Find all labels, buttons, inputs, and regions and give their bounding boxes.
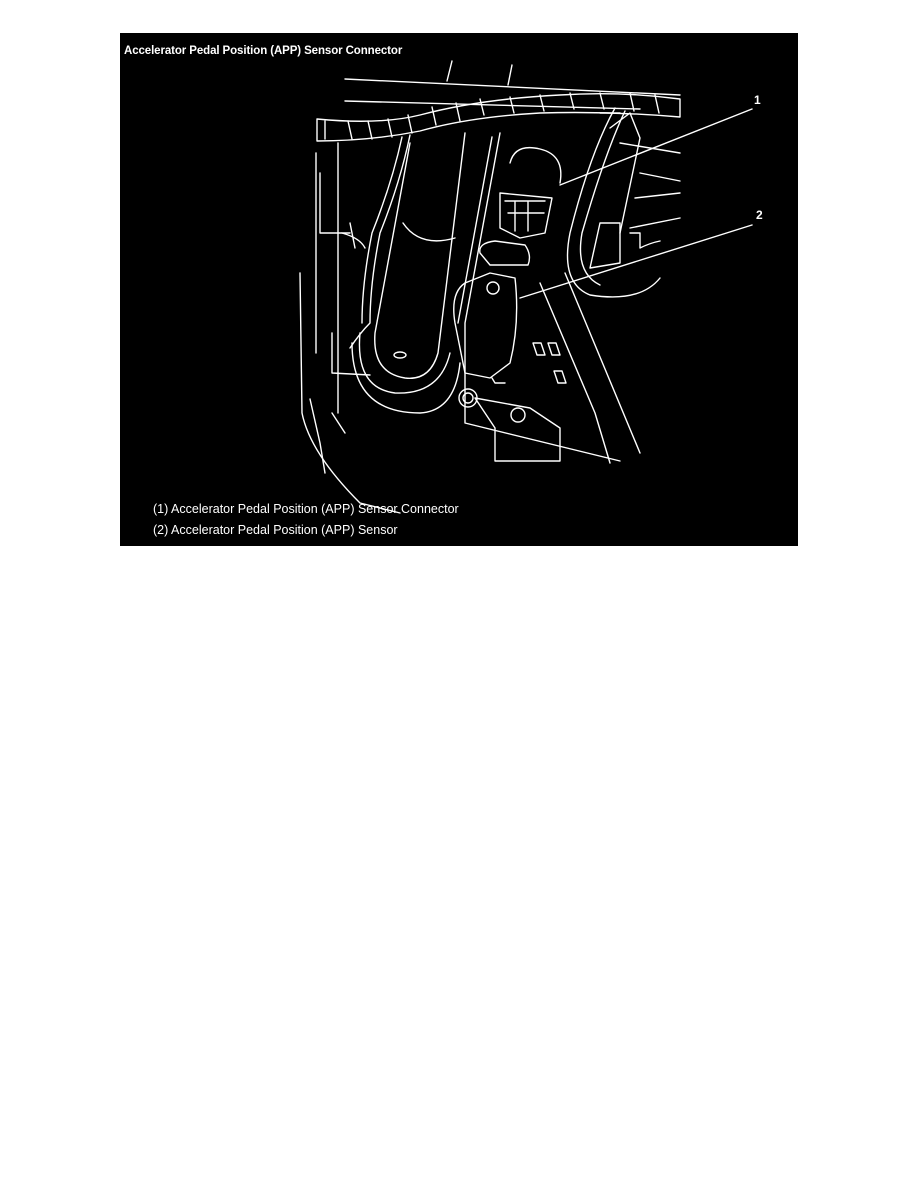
figure-title: Accelerator Pedal Position (APP) Sensor Connector — [124, 45, 403, 57]
caption-sensor: (2) Accelerator Pedal Position (APP) Sensor — [153, 523, 398, 537]
diagram-figure — [120, 33, 798, 546]
callout-2: 2 — [756, 208, 763, 222]
pedal-assembly-illustration — [120, 33, 798, 546]
callout-1: 1 — [754, 93, 761, 107]
caption-connector: (1) Accelerator Pedal Position (APP) Sensor Connector — [153, 502, 459, 516]
